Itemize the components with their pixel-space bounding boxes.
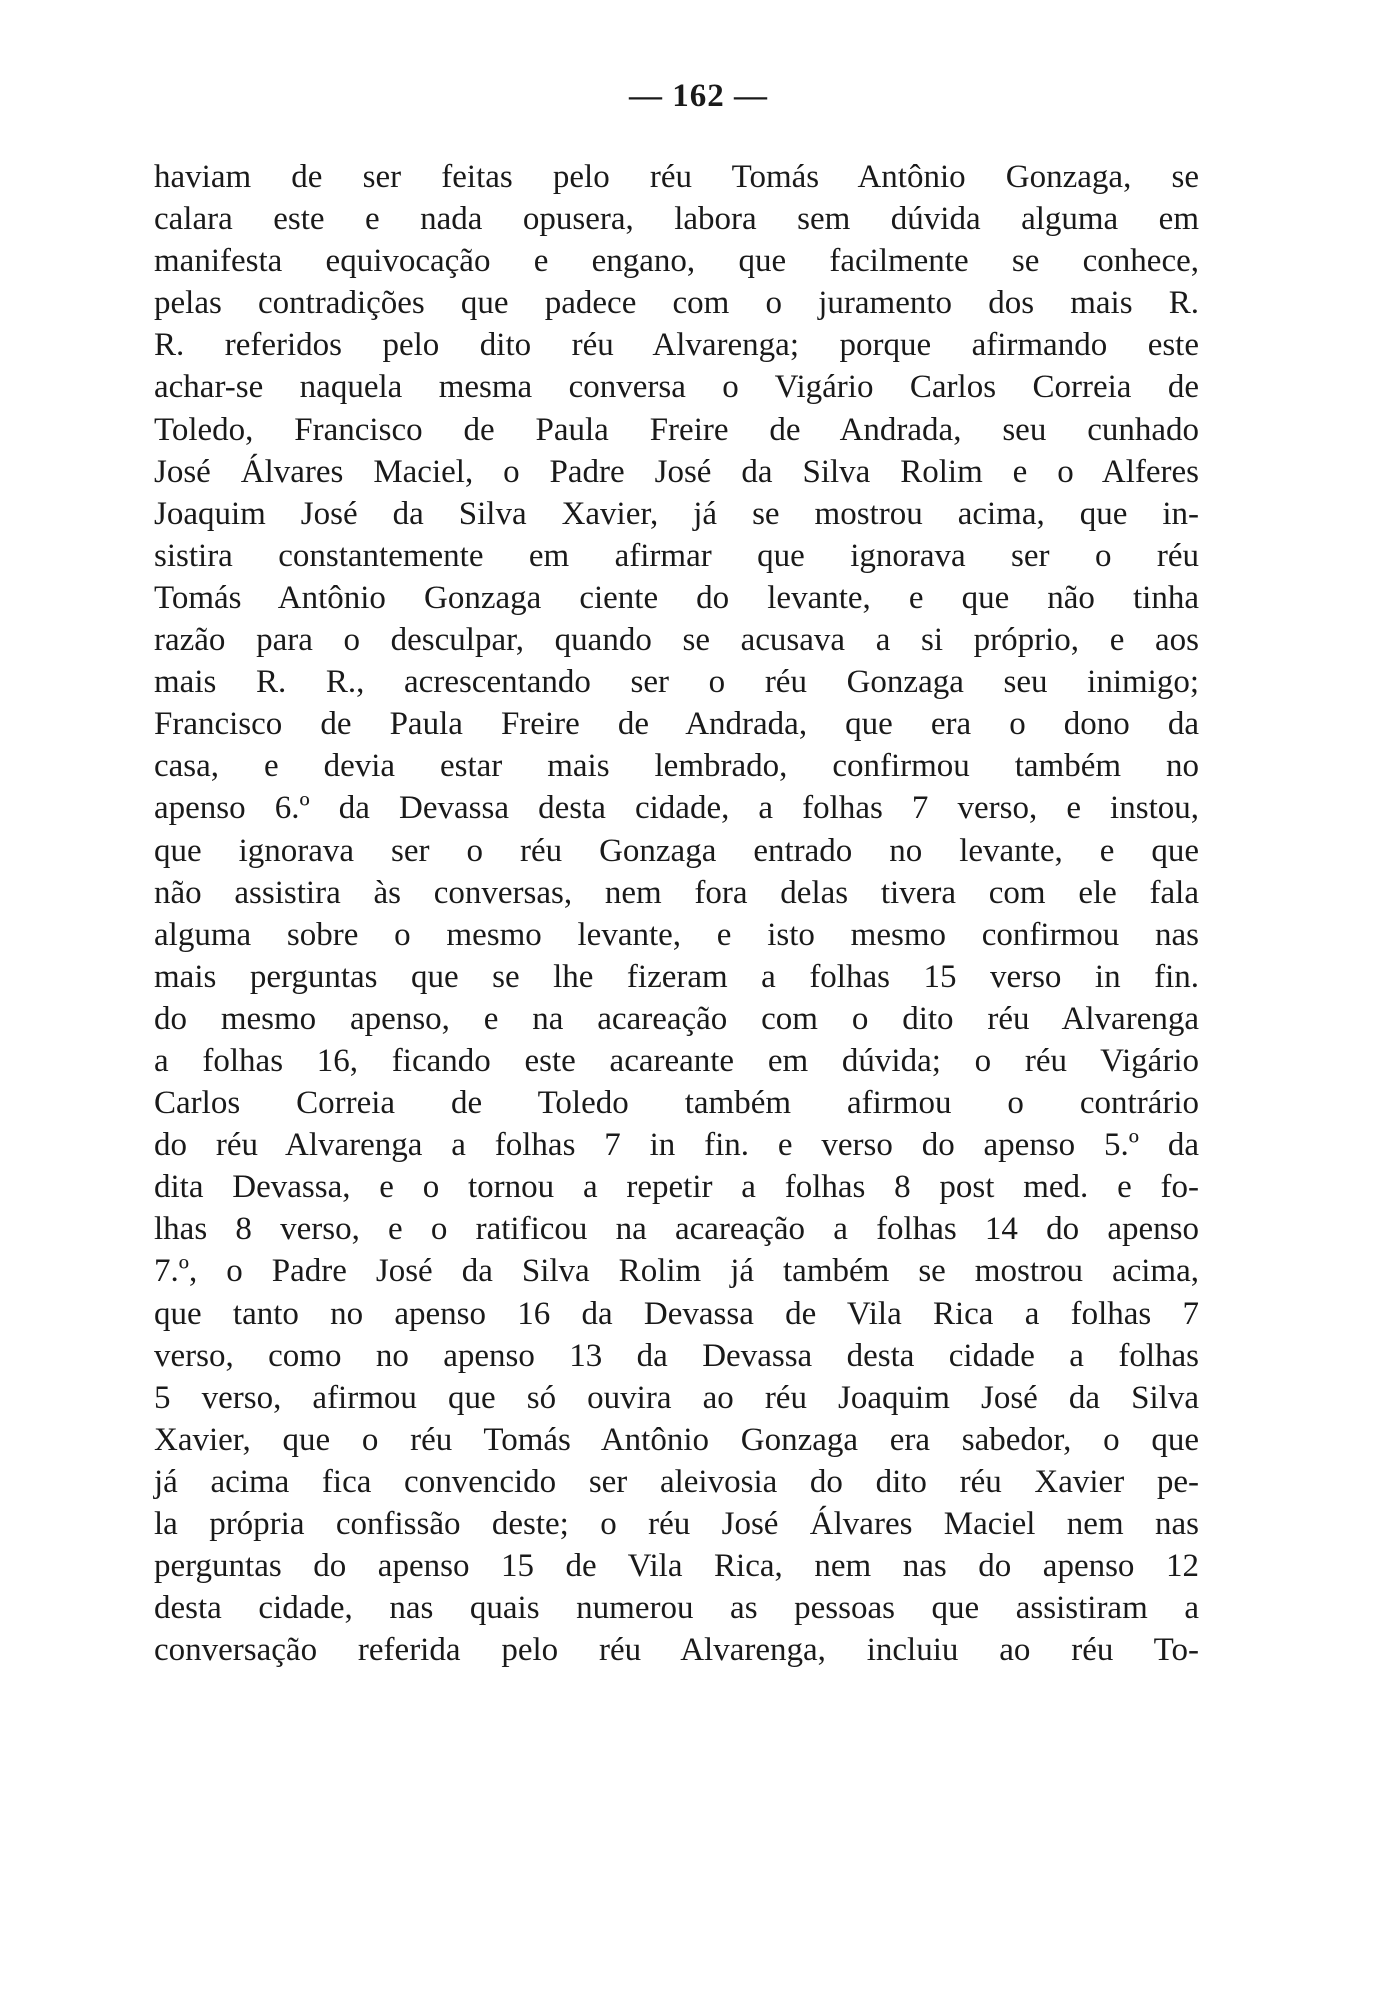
text-line: que tanto no apenso 16 da Devassa de Vila Rica a folhas 7 (154, 1295, 1199, 1332)
text-line: Joaquim José da Silva Xavier, já se mostrou acima, que in- (154, 495, 1199, 532)
text-line: já acima fica convencido ser aleivosia do dito réu Xavier pe- (154, 1463, 1199, 1500)
text-line: do réu Alvarenga a folhas 7 in fin. e verso do apenso 5.º da (154, 1127, 1199, 1164)
text-line: calara este e nada opusera, labora sem dúvida alguma em (154, 201, 1199, 238)
page-number: — 162 — (629, 78, 768, 114)
text-line: lhas 8 verso, e o ratificou na acareação a folhas 14 do apenso (154, 1211, 1199, 1248)
text-line: conversação referida pelo réu Alvarenga, incluiu ao réu To- (154, 1632, 1199, 1669)
text-line: pelas contradições que padece com o juramento dos mais R. (154, 285, 1199, 322)
text-line: sistira constantemente em afirmar que ignorava ser o réu (154, 537, 1199, 574)
text-line: Tomás Antônio Gonzaga ciente do levante, e que não tinha (154, 579, 1199, 616)
text-line: haviam de ser feitas pelo réu Tomás Antônio Gonzaga, se (154, 159, 1199, 195)
text-line: manifesta equivocação e engano, que facilmente se conhece, (154, 243, 1199, 280)
text-line: perguntas do apenso 15 de Vila Rica, nem nas do apenso 12 (154, 1548, 1199, 1585)
text-line: dita Devassa, e o tornou a repetir a folhas 8 post med. e fo- (154, 1169, 1199, 1206)
text-line: apenso 6.º da Devassa desta cidade, a folhas 7 verso, e instou, (154, 790, 1199, 827)
text-line: Carlos Correia de Toledo também afirmou o contrário (154, 1085, 1199, 1122)
text-line: achar-se naquela mesma conversa o Vigário Carlos Correia de (154, 369, 1199, 406)
text-line: R. referidos pelo dito réu Alvarenga; porque afirmando este (154, 327, 1199, 364)
text-line: mais perguntas que se lhe fizeram a folhas 15 verso in fin. (154, 958, 1199, 995)
text-line: razão para o desculpar, quando se acusava a si próprio, e aos (154, 622, 1199, 659)
text-line: José Álvares Maciel, o Padre José da Silva Rolim e o Alferes (154, 453, 1199, 490)
text-line: alguma sobre o mesmo levante, e isto mesmo confirmou nas (154, 916, 1199, 953)
text-line: que ignorava ser o réu Gonzaga entrado no levante, e que (154, 832, 1199, 869)
text-line: do mesmo apenso, e na acareação com o dito réu Alvarenga (154, 1000, 1199, 1037)
text-line: desta cidade, nas quais numerou as pessoas que assistiram a (154, 1590, 1199, 1627)
text-line: casa, e devia estar mais lembrado, confirmou também no (154, 748, 1199, 785)
text-line: Toledo, Francisco de Paula Freire de Andrada, seu cunhado (154, 411, 1199, 448)
text-line: 7.º, o Padre José da Silva Rolim já também se mostrou acima, (154, 1253, 1199, 1290)
text-line: 5 verso, afirmou que só ouvira ao réu Joaquim José da Silva (154, 1379, 1199, 1416)
text-line: verso, como no apenso 13 da Devassa desta cidade a folhas (154, 1337, 1199, 1374)
body-text (154, 156, 1199, 1671)
text-line: mais R. R., acrescentando ser o réu Gonzaga seu inimigo; (154, 664, 1199, 701)
text-line: a folhas 16, ficando este acareante em dúvida; o réu Vigário (154, 1042, 1199, 1079)
text-line: Xavier, que o réu Tomás Antônio Gonzaga era sabedor, o que (154, 1421, 1199, 1458)
text-line: la própria confissão deste; o réu José Álvares Maciel nem nas (154, 1506, 1199, 1542)
text-line: Francisco de Paula Freire de Andrada, que era o dono da (154, 706, 1199, 743)
text-line: não assistira às conversas, nem fora delas tivera com ele fala (154, 874, 1199, 911)
